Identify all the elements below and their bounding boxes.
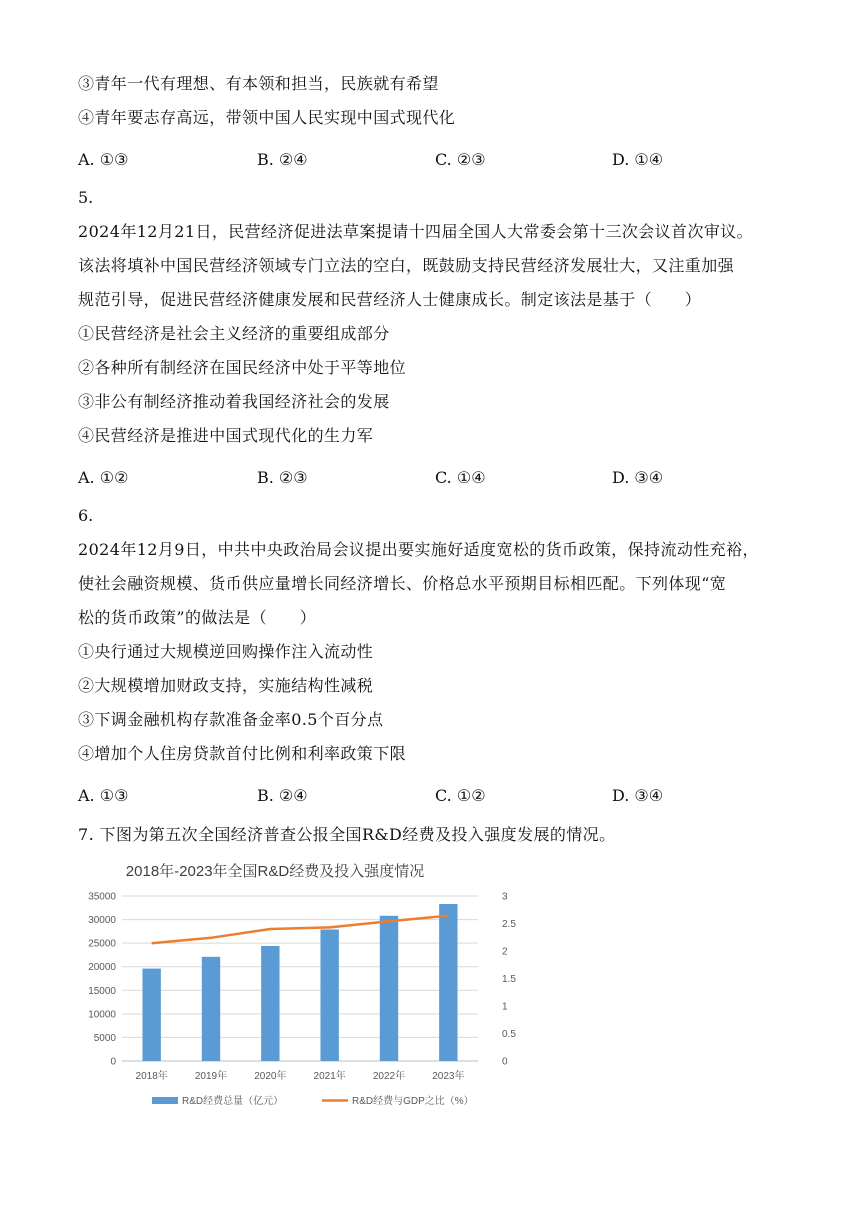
q5-option-a[interactable]: A. ①② bbox=[78, 468, 129, 487]
q6-number: 6. bbox=[78, 506, 94, 525]
legend-swatch-bar bbox=[152, 1097, 178, 1104]
q4-option-c[interactable]: C. ②③ bbox=[435, 150, 486, 169]
q6-item-1: ①央行通过大规模逆回购操作注入流动性 bbox=[78, 642, 374, 661]
left-tick-label: 35000 bbox=[88, 891, 116, 903]
x-tick-label: 2023年 bbox=[432, 1071, 465, 1082]
q4-options bbox=[78, 150, 798, 170]
left-tick-label: 15000 bbox=[88, 985, 116, 997]
left-tick-label: 30000 bbox=[88, 915, 116, 927]
x-tick-label: 2022年 bbox=[372, 1071, 406, 1082]
x-tick-label: 2019年 bbox=[194, 1071, 228, 1082]
q5-item-4: ④民营经济是推进中国式现代化的生力军 bbox=[78, 426, 374, 445]
q6-option-a[interactable]: A. ①③ bbox=[78, 786, 129, 805]
right-tick-label: 2 bbox=[502, 946, 508, 958]
chart-gridlines bbox=[122, 896, 478, 1061]
right-tick-label: 3 bbox=[502, 891, 508, 903]
bar bbox=[380, 916, 398, 1061]
left-tick-label: 0 bbox=[110, 1056, 116, 1068]
right-tick-label: 2.5 bbox=[502, 919, 516, 930]
q5-option-c[interactable]: C. ①④ bbox=[435, 468, 486, 487]
q4-option-d[interactable]: D. ①④ bbox=[612, 150, 664, 169]
left-axis-ticks bbox=[88, 892, 116, 1068]
q6-stem-line-3: 松的货币政策”的做法是（ ） bbox=[78, 608, 317, 627]
q6-stem-line-2: 使社会融资规模、货币供应量增长同经济增长、价格总水平预期目标相匹配。下列体现“宽 bbox=[78, 574, 727, 593]
right-tick-label: 0.5 bbox=[502, 1029, 516, 1040]
right-tick-label: 0 bbox=[502, 1056, 508, 1068]
bar bbox=[439, 904, 457, 1061]
bar bbox=[261, 946, 279, 1061]
q5-item-1: ①民营经济是社会主义经济的重要组成部分 bbox=[78, 324, 390, 343]
left-tick-label: 25000 bbox=[88, 938, 116, 950]
q6-item-2: ②大规模增加财政支持，实施结构性减税 bbox=[78, 676, 374, 695]
q6-stem-line-1: 2024年12月9日，中共中央政治局会议提出要实施好适度宽松的货币政策，保持流动性充裕， bbox=[78, 540, 759, 559]
q5-stem-line-1: 2024年12月21日，民营经济促进法草案提请十四届全国人大常委会第十三次会议首次审议。 bbox=[78, 222, 754, 241]
right-axis-ticks bbox=[502, 892, 516, 1068]
bar bbox=[142, 969, 160, 1061]
x-axis-labels bbox=[136, 1069, 465, 1082]
bar bbox=[320, 929, 338, 1061]
x-tick-label: 2021年 bbox=[313, 1071, 346, 1082]
q5-options bbox=[78, 468, 798, 488]
x-tick-label: 2020年 bbox=[254, 1071, 287, 1082]
left-tick-label: 20000 bbox=[88, 962, 116, 974]
q5-stem-line-3: 规范引导，促进民营经济健康发展和民营经济人士健康成长。制定该法是基于（ ） bbox=[78, 290, 702, 309]
chart-legend bbox=[152, 1094, 474, 1107]
q5-item-3: ③非公有制经济推动着我国经济社会的发展 bbox=[78, 392, 390, 411]
q6-option-b[interactable]: B. ②④ bbox=[257, 786, 308, 805]
q7-stem: 7. 下图为第五次全国经济普查公报全国R&D经费及投入强度发展的情况。 bbox=[78, 825, 616, 844]
q5-stem-line-2: 该法将填补中国民营经济领域专门立法的空白，既鼓励支持民营经济发展壮大，又注重加强 bbox=[78, 256, 735, 275]
q5-number: 5. bbox=[78, 188, 94, 207]
bar bbox=[202, 957, 220, 1061]
legend-label-line: R&D经费与GDP之比（%） bbox=[352, 1096, 474, 1107]
right-tick-label: 1.5 bbox=[502, 974, 516, 985]
q5-item-2: ②各种所有制经济在国民经济中处于平等地位 bbox=[78, 358, 407, 377]
rd-chart bbox=[78, 850, 538, 1120]
x-tick-label: 2018年 bbox=[135, 1071, 168, 1082]
q6-item-3: ③下调金融机构存款准备金率0.5个百分点 bbox=[78, 710, 384, 729]
chart-title: 2018年-2023年全国R&D经费及投入强度情况 bbox=[125, 863, 425, 880]
right-tick-label: 1 bbox=[502, 1001, 508, 1013]
q6-option-c[interactable]: C. ①② bbox=[435, 786, 486, 805]
q5-option-d[interactable]: D. ③④ bbox=[612, 468, 664, 487]
q6-item-4: ④增加个人住房贷款首付比例和利率政策下限 bbox=[78, 744, 407, 763]
q4-item-3: ③青年一代有理想、有本领和担当，民族就有希望 bbox=[78, 74, 439, 93]
q6-option-d[interactable]: D. ③④ bbox=[612, 786, 664, 805]
left-tick-label: 10000 bbox=[88, 1009, 116, 1021]
legend-label-bar: R&D经费总量（亿元） bbox=[182, 1096, 284, 1107]
q4-option-a[interactable]: A. ①③ bbox=[78, 150, 129, 169]
q4-item-4: ④青年要志存高远，带领中国人民实现中国式现代化 bbox=[78, 108, 456, 127]
q4-option-b[interactable]: B. ②④ bbox=[257, 150, 308, 169]
q6-options bbox=[78, 786, 798, 806]
left-tick-label: 5000 bbox=[93, 1032, 116, 1044]
q5-option-b[interactable]: B. ②③ bbox=[257, 468, 308, 487]
